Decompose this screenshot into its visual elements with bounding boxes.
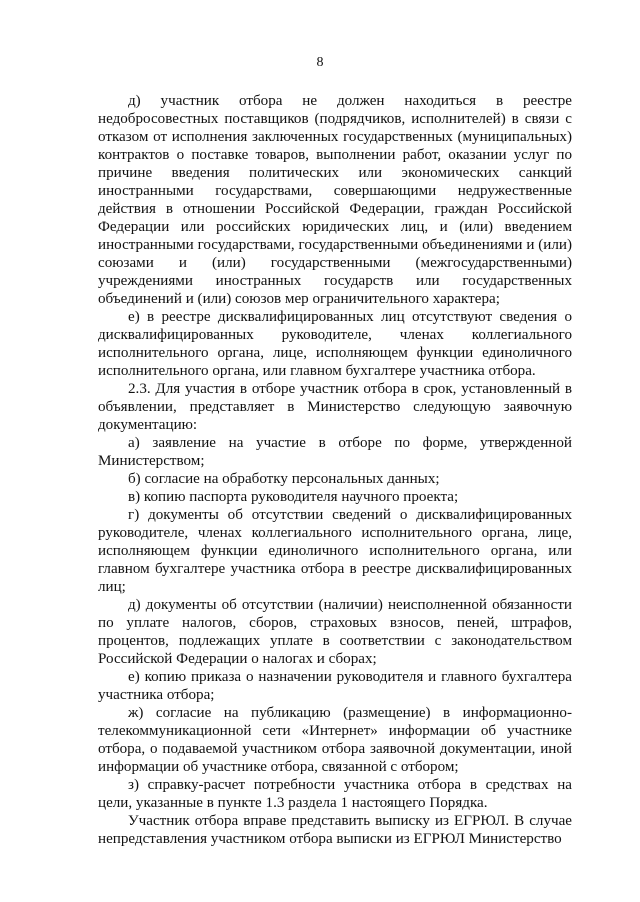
list-item-b-personal-data-consent: б) согласие на обработку персональных данных; xyxy=(128,471,440,487)
page-number: 8 xyxy=(316,55,324,70)
list-item-d-tax-documents: д) документы об отсутствии (наличии) неисполненной обязанности по уплате налогов, сборов, страховых взносов, пеней, штрафов, процентов, подлежащих уплате в соответствии с законодательством Российской Федерации о налогах и сборах; xyxy=(98,597,572,667)
paragraph-egrul-extract: Участник отбора вправе представить выписку из ЕГРЮЛ. В случае непредставления участником отбора выписки из ЕГРЮЛ Министерство xyxy=(98,813,572,847)
body-text xyxy=(98,92,572,848)
list-item-g-disqualification-documents: г) документы об отсутствии сведений о дисквалифицированных руководителе, членах коллегиального исполнительного органа, лице, исполняющем функции единоличного исполнительного органа, или главном бухгалтере участника отбора в реестре дисквалифицированных лиц; xyxy=(98,507,572,595)
list-item-zh-publication-consent: ж) согласие на публикацию (размещение) в информационно-телекоммуникационной сети «Интернет» информации об участнике отбора, о подаваемой участником отбора заявочной документации, иной информации об участнике отбора, связанной с отбором; xyxy=(98,705,572,775)
list-item-e-order-copy: е) копию приказа о назначении руководителя и главного бухгалтера участника отбора; xyxy=(98,669,572,703)
list-item-a-application: а) заявление на участие в отборе по форме, утвержденной Министерством; xyxy=(98,435,572,469)
paragraph-d-unscrupulous-suppliers: д) участник отбора не должен находиться в реестре недобросовестных поставщиков (подрядчиков, исполнителей) в связи с отказом от исполнения заключенных государственных (муниципальных) контрактов о поставке товаров, выполнении работ, оказании услуг по причине введения политических или экономических санкций иностранными государствами, совершающими недружественные действия в отношении Российской Федерации, граждан Российской Федерации или российских юридических лиц, и (или) введением иностранными государствами, государственными объединениями и (или) союзами и (или) государственными (межгосударственными) учреждениями иностранных государств или государственных объединений и (или) союзов мер ограничительного характера; xyxy=(98,93,572,307)
list-item-v-passport-copy: в) копию паспорта руководителя научного проекта; xyxy=(128,489,459,505)
paragraph-2-3-application-documents: 2.3. Для участия в отборе участник отбора в срок, установленный в объявлении, представляет в Министерство следующую заявочную документацию: xyxy=(98,381,572,433)
list-item-z-funding-calculation: з) справку-расчет потребности участника отбора в средствах на цели, указанные в пункте 1.3 раздела 1 настоящего Порядка. xyxy=(98,777,572,811)
paragraph-e-disqualified-persons: е) в реестре дисквалифицированных лиц отсутствуют сведения о дисквалифицированных руководителе, членах коллегиального исполнительного органа, лице, исполняющем функции единоличного исполнительного органа, или главном бухгалтере участника отбора. xyxy=(98,309,572,379)
